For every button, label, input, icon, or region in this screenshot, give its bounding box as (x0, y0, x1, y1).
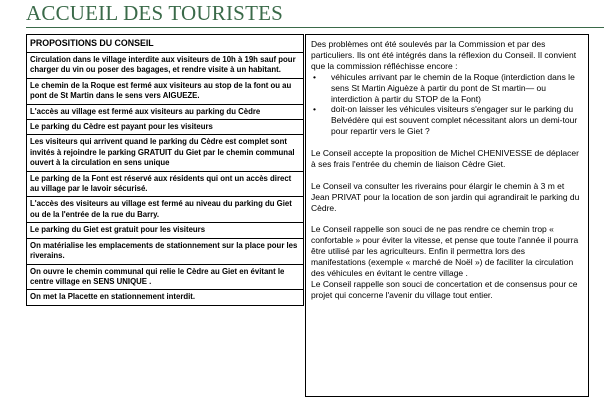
proposal-cell: On ouvre le chemin communal qui relie le Cèdre au Giet en évitant le centre village en SENS UNIQUE . (27, 264, 304, 290)
commission-notes-panel (305, 34, 589, 397)
notes-bullet-text: véhicules arrivant par le chemin de la Roque (interdiction dans le sens St Martin Aiguèze à partir du pont de St martin— ou interdiction à partir du STOP de la Font) (331, 71, 575, 104)
notes-bullet-item (311, 104, 580, 137)
proposal-cell: On met la Placette en stationnement interdit. (27, 290, 304, 305)
proposal-cell: L'accès au village est fermé aux visiteurs au parking du Cèdre (27, 104, 304, 119)
notes-paragraph: Le Conseil va consulter les riverains pour élargir le chemin à 3 m et Jean PRIVAT pour la location de son jardin qui agrandirait le parking du Cèdre. (311, 180, 580, 213)
notes-bullet-item (311, 72, 580, 105)
proposal-cell: Les visiteurs qui arrivent quand le parking du Cèdre est complet sont invités à rejoindre le parking GRATUIT du Giet par le chemin communal ouvert à la circulation en sens unique (27, 135, 304, 171)
table-row (27, 290, 304, 305)
page-title: ACCUEIL DES TOURISTES (26, 1, 283, 25)
table-row (27, 135, 304, 171)
proposals-table (26, 34, 304, 306)
notes-bullet-text: doit-on laisser les véhicules visiteurs s'engager sur le parking du Belvédère qui est souvent complet nécessitant alors un demi-tour pour repartir vers le Giet ? (331, 104, 578, 137)
notes-paragraph: Le Conseil accepte la proposition de Michel CHENIVESSE de déplacer à ses frais l'entrée du chemin de liaison Cèdre Giet. (311, 148, 579, 169)
table-row (27, 53, 304, 79)
proposal-cell: Le parking du Giet est gratuit pour les visiteurs (27, 223, 304, 238)
table-row (27, 104, 304, 119)
notes-paragraph: Le Conseil rappelle son souci de ne pas rendre ce chemin trop « confortable » pour éviter la vitesse, et pense que toute l'année il pourra être utilisé par les agriculteurs. Enfin il permettra lors des manifestations (exemple « marché de Noël ») de faciliter la circulation des véhicules en évitant le centre village . (311, 224, 579, 278)
proposal-cell: On matérialise les emplacements de stationnement sur la place pour les riverains. (27, 238, 304, 264)
table-row (27, 264, 304, 290)
bullet-marker: • (313, 104, 316, 115)
table-row (27, 120, 304, 135)
proposal-cell: Le chemin de la Roque est fermé aux visiteurs au stop de la font ou au pont de St Martin dans le sens vers AIGUEZE. (27, 78, 304, 104)
table-header: PROPOSITIONS DU CONSEIL (27, 35, 304, 53)
bullet-marker: • (313, 71, 316, 82)
notes-intro: Des problèmes ont été soulevés par la Commission et par des particuliers. Ils ont été intégrés dans la réflexion du Conseil. Il convient que la commission réfléchisse encore : (311, 39, 577, 71)
proposal-cell: Circulation dans le village interdite aux visiteurs de 10h à 19h sauf pour charger du vin ou poser des bagages, et rendre visite à un habitant. (27, 53, 304, 79)
proposal-cell: Le parking de la Font est réservé aux résidents qui ont un accès direct au village par le lavoir sécurisé. (27, 171, 304, 197)
proposal-cell: L'accès des visiteurs au village est fermé au niveau du parking du Giet ou de la l'entrée de la rue du Barry. (27, 197, 304, 223)
table-row (27, 238, 304, 264)
title-divider (26, 27, 604, 28)
table-header-row (27, 35, 304, 53)
table-row (27, 197, 304, 223)
table-row (27, 171, 304, 197)
notes-paragraph: Le Conseil rappelle son souci de concertation et de consensus pour ce projet qui concerne l'avenir du village tout entier. (311, 278, 578, 300)
proposal-cell: Le parking du Cèdre est payant pour les visiteurs (27, 120, 304, 135)
table-row (27, 78, 304, 104)
table-row (27, 223, 304, 238)
